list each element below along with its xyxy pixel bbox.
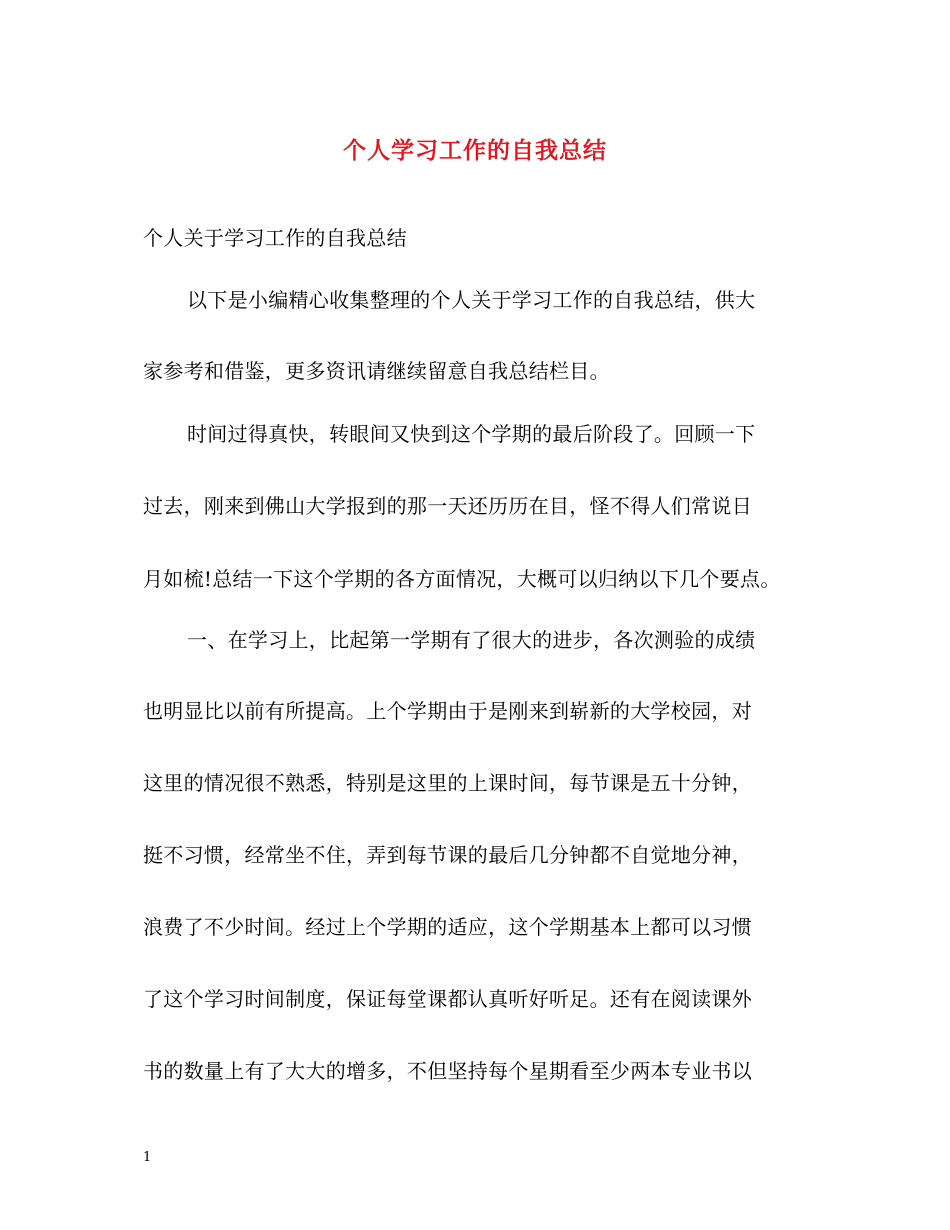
page-number: 1 [143, 1150, 152, 1165]
paragraph-line: 以下是小编精心收集整理的个人关于学习工作的自我总结，供大 [187, 288, 756, 312]
paragraph-line: 月如梳!总结一下这个学期的各方面情况，大概可以归纳以下几个要点。 [143, 567, 781, 591]
paragraph-line: 这里的情况很不熟悉，特别是这里的上课时间，每节课是五十分钟， [143, 771, 752, 795]
paragraph-line: 一、在学习上，比起第一学期有了很大的进步，各次测验的成绩 [187, 628, 756, 652]
paragraph-line: 过去，刚来到佛山大学报到的那一天还历历在目，怪不得人们常说日 [143, 494, 752, 518]
paragraph-line: 家参考和借鉴，更多资讯请继续留意自我总结栏目。 [143, 359, 610, 383]
paragraph-line: 挺不习惯，经常坐不住，弄到每节课的最后几分钟都不自觉地分神， [143, 843, 752, 867]
document-title: 个人学习工作的自我总结 [343, 137, 607, 164]
subtitle: 个人关于学习工作的自我总结 [143, 226, 407, 250]
paragraph-line: 也明显比以前有所提高。上个学期由于是刚来到崭新的大学校园，对 [143, 699, 752, 723]
paragraph-line: 时间过得真快，转眼间又快到这个学期的最后阶段了。回顾一下 [187, 422, 756, 446]
paragraph-line: 了这个学习时间制度，保证每堂课都认真听好听足。还有在阅读课外 [143, 987, 752, 1011]
paragraph-line: 浪费了不少时间。经过上个学期的适应，这个学期基本上都可以习惯 [143, 915, 752, 939]
paragraph-line: 书的数量上有了大大的增多，不但坚持每个星期看至少两本专业书以 [143, 1059, 752, 1083]
